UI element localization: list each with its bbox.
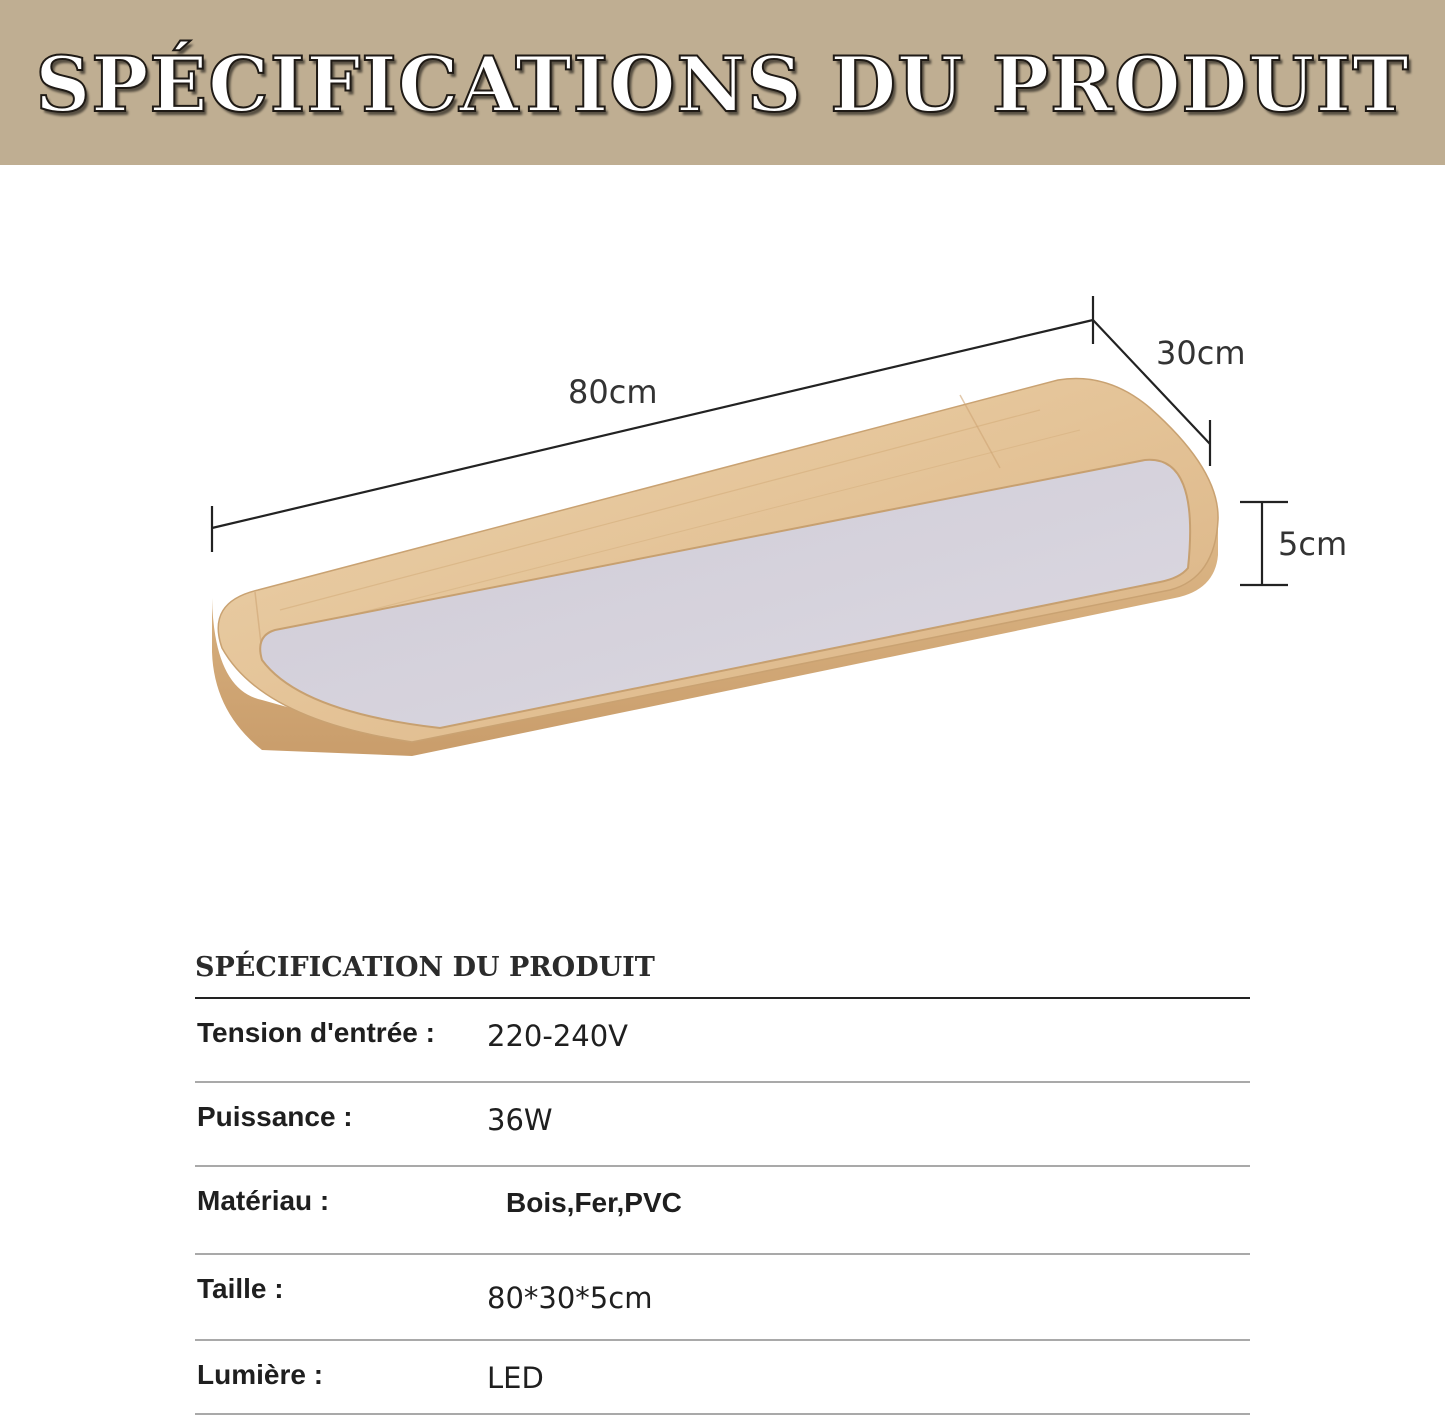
spec-label: Lumière :: [197, 1359, 324, 1390]
length-label: 80cm: [568, 373, 658, 411]
spec-row-material: [195, 1167, 1250, 1255]
spec-row-light: [195, 1341, 1250, 1415]
spec-value: Bois,Fer,PVC: [506, 1187, 682, 1218]
product-diagram: [0, 165, 1445, 925]
spec-heading: SPÉCIFICATION DU PRODUIT: [195, 945, 1250, 999]
spec-value: 80*30*5cm: [487, 1281, 653, 1315]
page-title: SPÉCIFICATIONS DU PRODUIT: [35, 40, 1410, 129]
spec-value: LED: [487, 1361, 544, 1395]
spec-row-power: [195, 1083, 1250, 1167]
header-banner: [0, 0, 1445, 165]
height-label: 5cm: [1278, 525, 1348, 563]
spec-table: [195, 945, 1250, 1415]
width-label: 30cm: [1156, 334, 1246, 372]
spec-label: Tension d'entrée :: [197, 1017, 435, 1048]
spec-label: Matériau :: [197, 1185, 330, 1216]
spec-value: 220-240V: [487, 1019, 629, 1053]
spec-label: Puissance :: [197, 1101, 353, 1132]
spec-row-size: [195, 1255, 1250, 1341]
spec-value: 36W: [487, 1103, 553, 1137]
spec-row-voltage: [195, 999, 1250, 1083]
spec-label: Taille :: [197, 1273, 284, 1304]
